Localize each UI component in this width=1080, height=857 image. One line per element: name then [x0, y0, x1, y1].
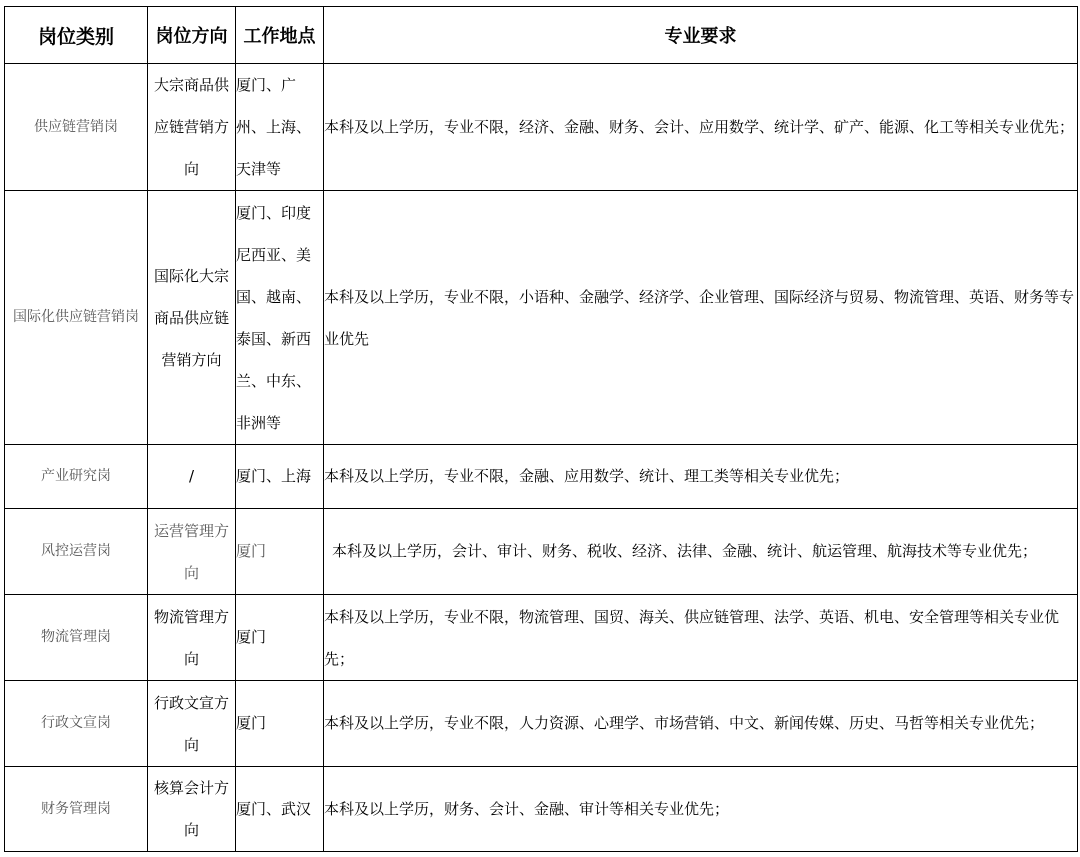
category-cell: 行政文宣岗	[5, 681, 148, 767]
direction-cell	[148, 64, 236, 191]
table-row	[5, 595, 1078, 681]
category-cell: 国际化供应链营销岗	[5, 191, 148, 445]
table-row	[5, 64, 1078, 191]
table-row	[5, 445, 1078, 509]
table-row	[5, 681, 1078, 767]
location-cell: 厦门	[236, 509, 324, 595]
requirement-text: 本科及以上学历，会计、审计、财务、税收、经济、法律、金融、统计、航运管理、航海技术等专业优先；	[332, 542, 1038, 560]
location-cell	[236, 191, 324, 445]
direction-cell	[148, 767, 236, 852]
category-cell: 产业研究岗	[5, 445, 148, 509]
header-requirement: 专业要求	[324, 7, 1078, 64]
requirement-cell	[324, 64, 1078, 191]
direction-text: 运营管理方向	[153, 521, 229, 582]
requirement-cell: 本科及以上学历，专业不限，金融、应用数学、统计、理工类等相关专业优先；	[324, 445, 1078, 509]
header-location: 工作地点	[236, 7, 324, 64]
category-cell: 供应链营销岗	[5, 64, 148, 191]
direction-text: 大宗商品供应链营销方向	[153, 76, 229, 178]
direction-cell: /	[148, 445, 236, 509]
category-cell: 物流管理岗	[5, 595, 148, 681]
requirement-text: 本科及以上学历，专业不限，物流管理、国贸、海关、供应链管理、法学、英语、机电、安全管理等相关专业优先；	[324, 607, 1060, 668]
direction-cell	[148, 191, 236, 445]
direction-text: 行政文宣方向	[153, 693, 229, 754]
header-category: 岗位类别	[5, 7, 148, 64]
job-requirements-table	[4, 6, 1078, 852]
table-row	[5, 767, 1078, 852]
location-cell: 厦门、武汉	[236, 767, 324, 852]
requirement-cell: 本科及以上学历，专业不限，人力资源、心理学、市场营销、中文、新闻传媒、历史、马哲等相关专业优先；	[324, 681, 1078, 767]
direction-cell	[148, 595, 236, 681]
location-cell	[236, 64, 324, 191]
header-row	[5, 7, 1078, 64]
requirement-cell	[324, 509, 1078, 595]
direction-text: 核算会计方向	[153, 779, 229, 839]
table-row	[5, 509, 1078, 595]
requirement-cell	[324, 191, 1078, 445]
location-cell: 厦门	[236, 595, 324, 681]
requirement-cell: 本科及以上学历，财务、会计、金融、审计等相关专业优先；	[324, 767, 1078, 852]
requirement-text: 本科及以上学历，专业不限，小语种、金融学、经济学、企业管理、国际经济与贸易、物流管理、英语、财务等专业优先	[324, 287, 1075, 348]
direction-cell	[148, 509, 236, 595]
location-cell: 厦门、上海	[236, 445, 324, 509]
category-cell: 财务管理岗	[5, 767, 148, 852]
requirement-text: 本科及以上学历，专业不限，经济、金融、财务、会计、应用数学、统计学、矿产、能源、化工等相关专业优先；	[324, 118, 1075, 136]
direction-text: 物流管理方向	[153, 607, 229, 668]
direction-text: 国际化大宗商品供应链营销方向	[153, 266, 229, 369]
location-text: 厦门、广州、上海、天津等	[236, 76, 312, 178]
table-row	[5, 191, 1078, 445]
direction-cell	[148, 681, 236, 767]
requirement-cell	[324, 595, 1078, 681]
header-direction: 岗位方向	[148, 7, 236, 64]
location-cell: 厦门	[236, 681, 324, 767]
location-text: 厦门、印度尼西亚、美国、越南、泰国、新西兰、中东、非洲等	[236, 203, 312, 432]
category-cell: 风控运营岗	[5, 509, 148, 595]
